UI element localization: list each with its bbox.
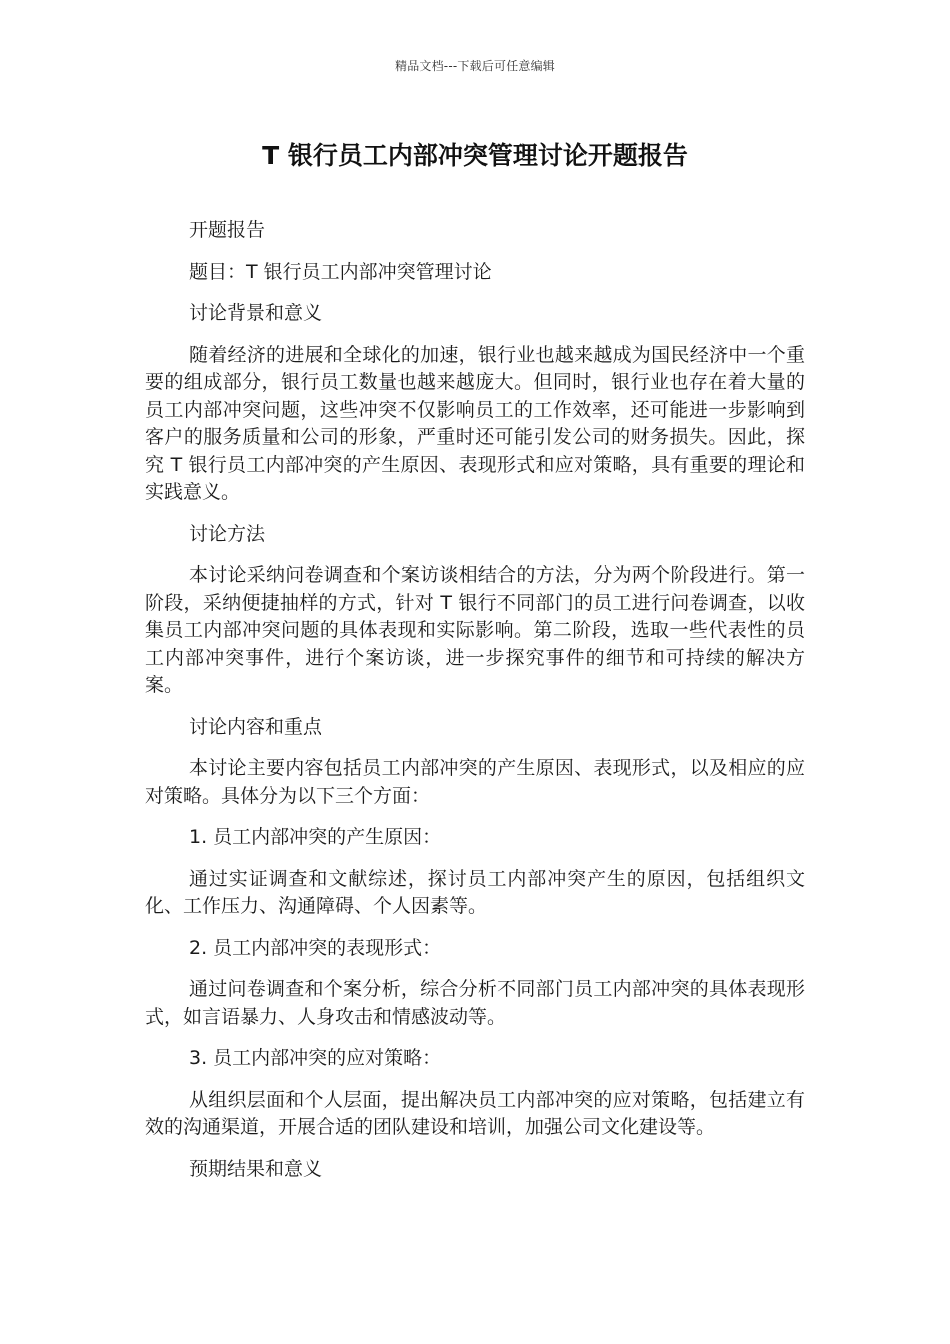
section-label-report: 开题报告 <box>189 219 266 241</box>
heading-background: 讨论背景和意义 <box>189 302 323 324</box>
topic-line: 题目：T 银行员工内部冲突管理讨论 <box>189 260 492 283</box>
list-item-forms: 2. 员工内部冲突的表现形式： <box>189 936 442 959</box>
paragraph-causes: 通过实证调查和文献综述，探讨员工内部冲突产生的原因，包括组织文化、工作压力、沟通障碍、个人因素等。 <box>145 867 805 917</box>
paragraph-forms: 通过问卷调查和个案分析，综合分析不同部门员工内部冲突的具体表现形式，如言语暴力、人身攻击和情感波动等。 <box>145 978 805 1028</box>
heading-content: 讨论内容和重点 <box>189 715 323 738</box>
heading-expected-results: 预期结果和意义 <box>189 1157 323 1180</box>
paragraph-strategies: 从组织层面和个人层面，提出解决员工内部冲突的应对策略，包括建立有效的沟通渠道，开展合适的团队建设和培训，加强公司文化建设等。 <box>145 1088 805 1138</box>
heading-method: 讨论方法 <box>189 522 266 545</box>
paragraph-method: 本讨论采纳问卷调查和个案访谈相结合的方法，分为两个阶段进行。第一阶段，采纳便捷抽样的方式，针对 T 银行不同部门的员工进行问卷调查，以收集员工内部冲突问题的具体表现和实际影响。第二阶段，选取一些代表性的员工内部冲突事件，进行个案访谈，进一步探究事件的细节和可持续的解决方案。 <box>145 564 805 696</box>
paragraph-content: 本讨论主要内容包括员工内部冲突的产生原因、表现形式，以及相应的应对策略。具体分为以下三个方面： <box>145 757 805 807</box>
paragraph-background: 随着经济的进展和全球化的加速，银行业也越来越成为国民经济中一个重要的组成部分，银行员工数量也越来越庞大。但同时，银行业也存在着大量的员工内部冲突问题，这些冲突不仅影响员工的工作效率，还可能进一步影响到客户的服务质量和公司的形象，严重时还可能引发公司的财务损失。因此，探究 T 银行员工内部冲突的产生原因、表现形式和应对策略，具有重要的理论和实践意义。 <box>145 343 805 503</box>
document-body <box>145 217 805 1197</box>
list-item-causes: 1. 员工内部冲突的产生原因： <box>189 826 442 848</box>
header-note: 精品文档---下载后可任意编辑 <box>395 59 555 73</box>
list-item-strategies: 3. 员工内部冲突的应对策略： <box>189 1047 442 1069</box>
document-title: T 银行员工内部冲突管理讨论开题报告 <box>262 141 688 170</box>
